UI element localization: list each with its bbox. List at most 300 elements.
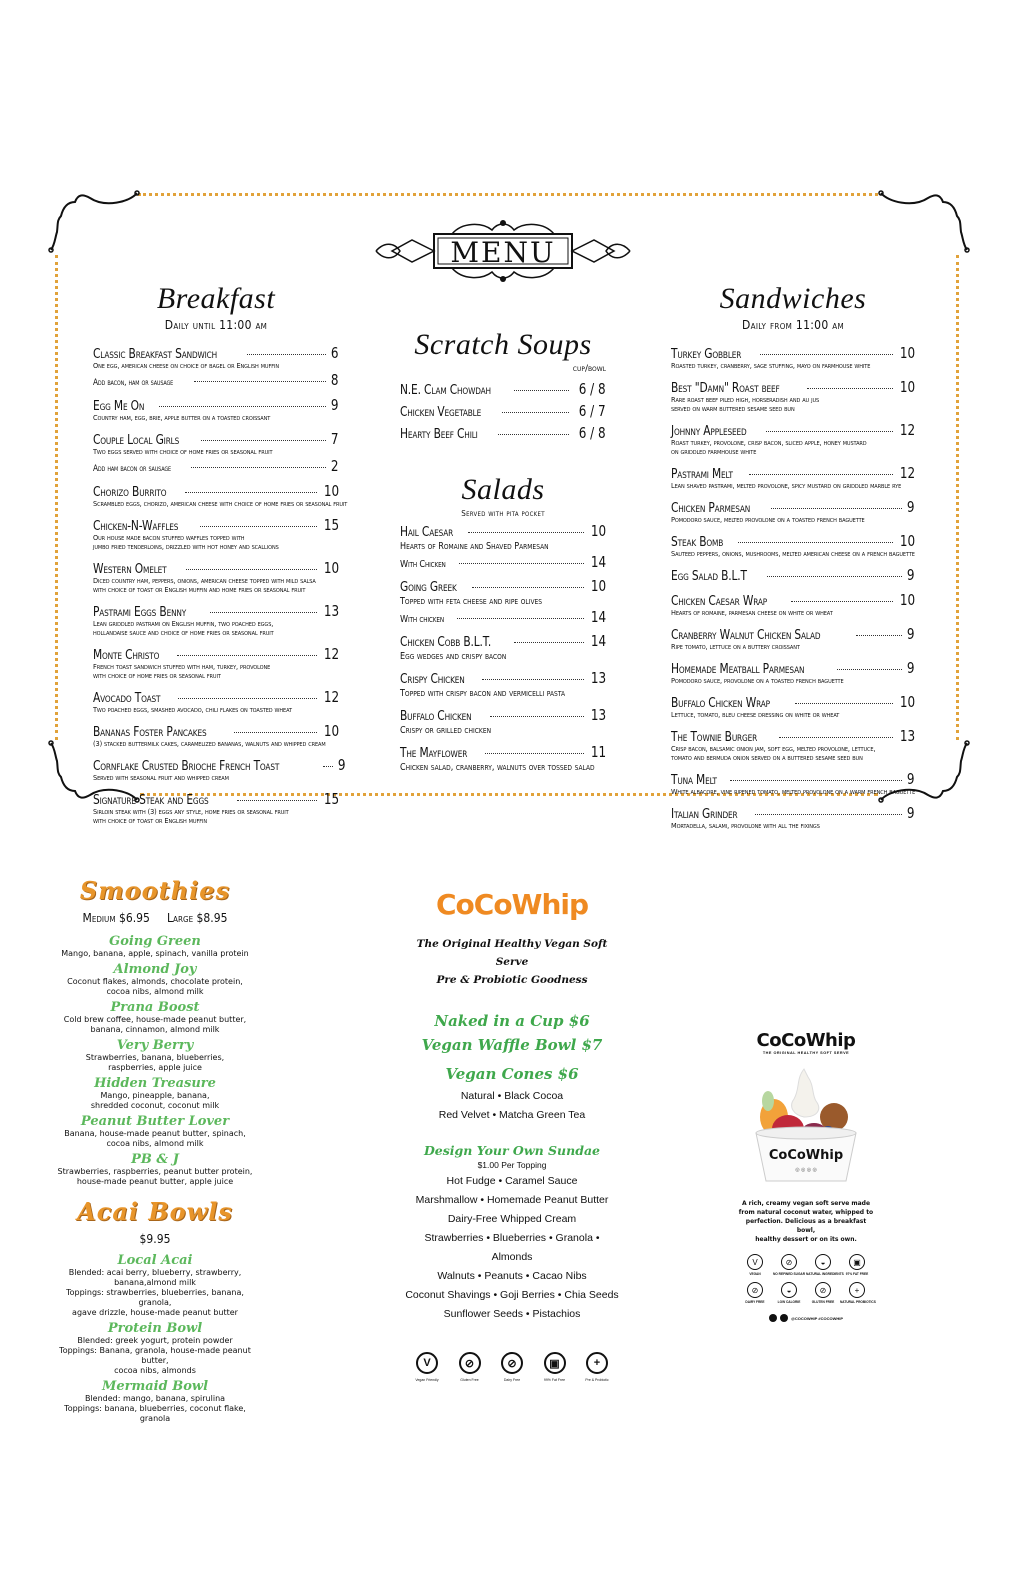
dot-leader [178, 698, 317, 699]
dot-leader [771, 508, 903, 509]
dot-leader [159, 406, 327, 407]
badge-label: NATURAL PROBIOTICS [840, 1300, 876, 1304]
item-name: Steak Bomb [671, 535, 724, 550]
item-description: Blended: mango, banana, spirulina [84, 1394, 226, 1403]
item-name: Hearty Beef Chili [400, 427, 478, 442]
smoothie-item [55, 1001, 255, 1035]
acai-bowl-item [55, 1254, 255, 1318]
menu-item-row [93, 516, 339, 534]
item-description: French toast sandwich stuffed with ham, turkey, provolone [93, 663, 271, 671]
item-description: Toppings: Banana, granola, house-made peanut butter, [59, 1346, 251, 1365]
acai-bowl-item [55, 1380, 255, 1424]
item-name: Prana Boost [110, 1000, 200, 1015]
item-name: Chicken Parmesan [671, 501, 751, 516]
corner-flourish-top-right [878, 180, 973, 255]
ad-feature-badge [840, 1254, 874, 1276]
item-name: PB & J [131, 1152, 179, 1167]
menu-item [93, 602, 339, 638]
item-price: 9 [907, 804, 915, 822]
item-description: Sauteed peppers, onions, mushrooms, melted american cheese on a french baguette [671, 550, 915, 558]
item-description: One egg, american cheese on choice of bagel or English muffin [93, 362, 280, 370]
breakfast-hours: Daily until 11:00 am [164, 318, 268, 332]
item-price: 14 [590, 553, 606, 571]
border-left [55, 255, 58, 740]
item-name: Local Acai [117, 1253, 193, 1268]
item-description: shredded coconut, coconut milk [90, 1101, 220, 1110]
item-description: Scrambled eggs, chorizo, american cheese with choice of home fries or seasonal fruit [93, 500, 348, 508]
item-description: Crisp bacon, balsamic onion jam, soft egg, melted provolone, lettuce, [671, 745, 876, 753]
cup-logo-text: CoCoWhip [768, 1148, 844, 1163]
smoothie-item [55, 935, 255, 959]
sandwiches-hours: Daily from 11:00 am [742, 318, 844, 332]
ad-feature-badge [772, 1254, 806, 1276]
dot-leader [767, 576, 903, 577]
salads-title: Salads [461, 473, 545, 506]
item-name: Buffalo Chicken [400, 709, 472, 724]
item-description: Mortadella, salami, provolone with all the fixings [671, 822, 820, 830]
item-name: Couple Local Girls [93, 433, 180, 448]
menu-item-row [400, 706, 606, 724]
dot-leader [185, 492, 316, 493]
item-name: Signature Steak and Eggs [93, 793, 209, 808]
low-calorie-icon: ◒ [781, 1282, 797, 1298]
item-name: Pastrami Eggs Benny [93, 605, 187, 620]
sundae-price: $1.00 Per Topping [477, 1160, 547, 1170]
dot-leader [482, 679, 584, 680]
ad-feature-badge [840, 1282, 874, 1304]
menu-item-row [93, 430, 339, 448]
menu-item [671, 344, 915, 371]
item-name: With chicken [400, 614, 444, 625]
probiotic-icon: + [849, 1282, 865, 1298]
item-name: Tuna Melt [671, 773, 717, 788]
soup-item [400, 424, 606, 442]
item-name: Egg Salad B.L.T [671, 569, 747, 584]
menu-item-row [93, 722, 339, 740]
dot-leader [201, 440, 326, 441]
badge-label: NO REFINED SUGAR [772, 1272, 806, 1276]
item-description: (3) stacked buttermilk cakes, caramelized bananas, walnuts and whipped cream [93, 740, 326, 748]
item-name: The Townie Burger [671, 730, 758, 745]
soft-serve-cup-image [738, 1059, 874, 1189]
menu-item [671, 498, 915, 525]
item-description: Pomodoro sauce, provolone on a toasted french baguette [671, 677, 844, 685]
dot-leader [514, 642, 584, 643]
item-price: 14 [590, 608, 606, 626]
probiotic-icon: + [586, 1352, 608, 1374]
menu-item-row [671, 727, 915, 745]
item-name: Italian Grinder [671, 807, 738, 822]
feature-badge [535, 1352, 575, 1382]
item-description: Rare roast beef piled high, horseradish and au jus [671, 396, 820, 404]
menu-item [93, 688, 339, 715]
menu-item [671, 421, 915, 457]
menu-item-row [93, 482, 339, 500]
topping-line: Hot Fudge • Caramel Sauce [446, 1175, 578, 1187]
feature-badge [492, 1352, 532, 1382]
dot-leader [191, 467, 326, 468]
item-price: 10 [899, 344, 915, 362]
topping-line: Sunflower Seeds • Pistachios [443, 1308, 581, 1320]
salad-item [400, 706, 606, 737]
item-description: served on warm buttered sesame seed bun [671, 405, 795, 413]
badge-label: 99% Fat Free [543, 1378, 566, 1382]
item-name: Add ham bacon or sausage [93, 464, 171, 474]
item-name: Chicken-N-Waffles [93, 519, 179, 534]
fat-free-icon: ▣ [544, 1352, 566, 1374]
item-name: Avocado Toast [93, 691, 161, 706]
item-description: jumbo fried tenderloins, drizzled with hot honey and scallions [93, 543, 279, 551]
item-name: Almond Joy [113, 962, 197, 977]
menu-item-row [93, 396, 339, 414]
menu-item-row [400, 632, 606, 650]
dairy-free-icon: ⊘ [501, 1352, 523, 1374]
dot-leader [502, 412, 569, 413]
menu-item-row [400, 669, 606, 687]
menu-item-row [671, 344, 915, 362]
topping-line: Walnuts • Peanuts • Cacao Nibs [437, 1270, 587, 1282]
item-price: 2 [331, 457, 339, 475]
item-description: cocoa nibs, almond milk [106, 1139, 204, 1148]
offer-naked-cup: Naked in a Cup $6 [434, 1012, 590, 1030]
item-name: Peanut Butter Lover [80, 1114, 230, 1129]
badge-label: 97% FAT FREE [845, 1272, 869, 1276]
dot-leader [791, 601, 893, 602]
salads-subtitle: Served with pita pocket [461, 509, 545, 518]
addon-row [400, 608, 606, 626]
menu-item-row [671, 532, 915, 550]
menu-item-row [671, 566, 915, 584]
border-right [956, 255, 959, 740]
menu-item-row [400, 743, 606, 761]
soup-item [400, 402, 606, 420]
item-price: 6 / 7 [579, 402, 606, 420]
menu-item-row [93, 559, 339, 577]
item-price: 6 / 8 [579, 424, 606, 442]
salad-item [400, 632, 606, 663]
natural-ingredients-icon: ◒ [815, 1254, 831, 1270]
salads-section [400, 473, 606, 774]
soup-item [400, 380, 606, 398]
item-price: 10 [323, 559, 339, 577]
addon-row [93, 371, 339, 389]
item-price: 10 [323, 482, 339, 500]
item-price: 10 [323, 722, 339, 740]
menu-item [671, 659, 915, 686]
item-price: 13 [323, 602, 339, 620]
dot-leader [807, 388, 893, 389]
smoothie-item [55, 1077, 255, 1111]
topping-line: Dairy-Free Whipped Cream [447, 1213, 577, 1225]
menu-item [671, 770, 915, 797]
ad-feature-badge [806, 1282, 840, 1304]
ad-feature-badge [738, 1254, 772, 1276]
item-name: Hail Caesar [400, 525, 454, 540]
item-description: Blended: acai berry, blueberry, strawberry, [68, 1268, 242, 1277]
ad-description-line: perfection. Delicious as a breakfast bowl, [745, 1218, 867, 1234]
item-price: 9 [907, 566, 915, 584]
badge-label: VEGAN [749, 1272, 761, 1276]
dot-leader [457, 618, 584, 619]
menu-item-row [671, 625, 915, 643]
item-price: 12 [899, 421, 915, 439]
item-name: N.E. Clam Chowdah [400, 383, 491, 398]
item-description: Served with seasonal fruit and whipped cream [93, 774, 229, 782]
item-price: 14 [590, 632, 606, 650]
item-description: Sirloin steak with (3) eggs any style, home fries or seasonal fruit [93, 808, 289, 816]
menu-item-row [671, 498, 915, 516]
border-top [138, 193, 878, 196]
badge-label: Pre & Probiotic [585, 1378, 609, 1382]
dot-leader [234, 732, 316, 733]
item-description: Blended: greek yogurt, protein powder [77, 1336, 233, 1345]
item-description: hollandaise sauce and choice of home fries or seasonal fruit [93, 629, 274, 637]
item-price: 10 [590, 577, 606, 595]
instagram-icon [769, 1314, 777, 1322]
item-name: Chicken Cobb B.L.T. [400, 635, 492, 650]
item-description: Cold brew coffee, house-made peanut butter, [63, 1015, 247, 1024]
ad-tagline: THE ORIGINAL HEALTHY SOFT SERVE [762, 1051, 850, 1055]
ad-feature-badge [738, 1282, 772, 1304]
menu-item [93, 516, 339, 552]
offer-waffle-bowl: Vegan Waffle Bowl $7 [421, 1036, 603, 1054]
acai-price: $9.95 [139, 1232, 171, 1246]
addon-row [400, 553, 606, 571]
svg-text:◎ ◎ ◎ ◎: ◎ ◎ ◎ ◎ [795, 1167, 817, 1173]
menu-title: MENU [450, 236, 556, 269]
item-name: Pastrami Melt [671, 467, 733, 482]
dot-leader [323, 766, 333, 767]
item-price: 10 [590, 522, 606, 540]
smoothies-panel [55, 876, 255, 1424]
item-name: Chorizo Burrito [93, 485, 167, 500]
salad-item [400, 743, 606, 774]
ad-description-line: from natural coconut water, whipped to [738, 1209, 874, 1216]
dot-leader [468, 532, 584, 533]
item-price: 9 [907, 770, 915, 788]
item-price: 10 [899, 378, 915, 396]
menu-item-row [671, 464, 915, 482]
item-description: Chicken salad, cranberry, walnuts over tossed salad [400, 762, 595, 773]
dot-leader [766, 431, 893, 432]
item-description: Our house made bacon stuffed waffles topped with [93, 534, 245, 542]
menu-item-row [671, 693, 915, 711]
item-price: 15 [323, 516, 339, 534]
cone-flavors-2: Red Velvet • Matcha Green Tea [438, 1109, 586, 1121]
dot-leader [755, 814, 902, 815]
dot-leader [186, 569, 317, 570]
item-name: Crispy Chicken [400, 672, 465, 687]
item-description: Coconut flakes, almonds, chocolate protein, [67, 977, 243, 986]
item-price: 13 [590, 706, 606, 724]
ad-description-line: healthy dessert or on its own. [755, 1236, 857, 1243]
feature-badge [577, 1352, 617, 1382]
fat-free-icon: ▣ [849, 1254, 865, 1270]
item-price: 8 [331, 371, 339, 389]
item-price: 9 [907, 625, 915, 643]
item-price: 12 [899, 464, 915, 482]
topping-line: Coconut Shavings • Goji Berries • Chia Seeds [405, 1289, 619, 1301]
menu-item-row [93, 344, 339, 362]
item-price: 9 [907, 498, 915, 516]
dot-leader [837, 669, 903, 670]
item-name: Bananas Foster Pancakes [93, 725, 207, 740]
breakfast-section [93, 282, 348, 826]
item-description: White albacore, vine ripened tomato, melted provolone on a warm french baguette [671, 788, 916, 796]
smoothie-item [55, 1039, 255, 1073]
badge-label: NATURAL INGREDIENTS [806, 1272, 844, 1276]
smoothies-title: Smoothies [79, 876, 231, 905]
item-name: Monte Christo [93, 648, 160, 663]
corner-flourish-top-left [45, 180, 140, 255]
item-description: Toppings: banana, blueberries, coconut flake, granola [64, 1404, 246, 1423]
badge-label: DAIRY FREE [745, 1300, 765, 1304]
item-name: Protein Bowl [107, 1321, 203, 1336]
dot-leader [177, 655, 317, 656]
menu-item-row [671, 378, 915, 396]
item-price: 6 / 8 [579, 380, 606, 398]
item-price: 12 [323, 688, 339, 706]
menu-item-row [93, 602, 339, 620]
menu-item-row [400, 522, 606, 540]
ad-feature-badge [806, 1254, 844, 1276]
item-description: Ripe tomato, lettuce on a buttery croissant [671, 643, 800, 651]
item-description: Hearts of Romaine and Shaved Parmesan [400, 541, 549, 552]
menu-banner [372, 218, 634, 284]
menu-item [93, 482, 348, 509]
item-description: tomato and bermuda onion served on a buttered sesame seed bun [671, 754, 863, 762]
cocowhip-logo: CoCoWhip [435, 888, 589, 921]
menu-item [671, 727, 915, 763]
dot-leader [194, 381, 327, 382]
item-description: Two poached eggs, smashed avocado, chili flakes on toasted wheat [93, 706, 292, 714]
item-price: 13 [590, 669, 606, 687]
item-price: 11 [590, 743, 606, 761]
item-description: Mango, pineapple, banana, [100, 1091, 210, 1100]
item-name: Homemade Meatball Parmesan [671, 662, 805, 677]
item-description: Pomodoro sauce, melted provolone on a toasted french baguette [671, 516, 865, 524]
cocowhip-subtagline: Pre & Probiotic Goodness [436, 974, 588, 986]
topping-line: Marshmallow • Homemade Peanut Butter [415, 1194, 609, 1206]
item-name: Chicken Caesar Wrap [671, 594, 768, 609]
breakfast-title: Breakfast [156, 282, 276, 315]
menu-item-row [400, 577, 606, 595]
item-description: Lean shaved pastrami, melted provolone, spicy mustard on griddled marble rye [671, 482, 902, 490]
item-description: agave drizzle, house-made peanut butter [72, 1308, 238, 1317]
dot-leader [749, 474, 893, 475]
item-description: house-made peanut butter, apple juice [76, 1177, 234, 1186]
cone-flavors-1: Natural • Black Cocoa [460, 1090, 564, 1102]
menu-item [671, 693, 915, 720]
item-description: Egg wedges and crispy bacon [400, 651, 507, 662]
item-description: Strawberries, raspberries, peanut butter protein, [57, 1167, 253, 1176]
menu-item [93, 396, 339, 423]
soups-title: Scratch Soups [414, 328, 592, 361]
item-description: Topped with crispy bacon and vermicelli pasta [400, 688, 566, 699]
salad-item [400, 577, 606, 626]
item-price: 12 [323, 645, 339, 663]
item-description: on griddled farmhouse white [671, 448, 757, 456]
menu-item [671, 378, 915, 414]
item-description: Hearts of romaine, parmesan cheese on white or wheat [671, 609, 833, 617]
item-name: Add bacon, ham or sausage [93, 378, 174, 388]
dot-leader [514, 390, 570, 391]
smoothie-item [55, 1115, 255, 1149]
item-name: Chicken Vegetable [400, 405, 482, 420]
item-name: Buffalo Chicken Wrap [671, 696, 770, 711]
menu-item-row [671, 421, 915, 439]
item-description: Roasted turkey, cranberry, sage stuffing, mayo on farmhouse white [671, 362, 871, 370]
item-price: 9 [907, 659, 915, 677]
menu-item-row [671, 804, 915, 822]
item-price: 7 [331, 430, 339, 448]
smoothie-item [55, 1153, 255, 1187]
item-price: 13 [899, 727, 915, 745]
ad-feature-badge [772, 1282, 806, 1304]
dairy-free-icon: ⊘ [747, 1282, 763, 1298]
item-name: Hidden Treasure [94, 1076, 216, 1091]
ad-description-line: A rich, creamy vegan soft serve made [741, 1200, 871, 1207]
salad-item [400, 522, 606, 571]
dot-leader [247, 354, 326, 355]
menu-item [671, 566, 915, 584]
item-name: Johnny Appleseed [671, 424, 747, 439]
menu-item-row [400, 402, 606, 420]
menu-item [671, 804, 915, 831]
cocowhip-ad [738, 1030, 874, 1322]
dot-leader [738, 542, 893, 543]
topping-line: Strawberries • Blueberries • Granola • Almonds [424, 1232, 600, 1263]
vegan-icon: V [416, 1352, 438, 1374]
menu-item [93, 344, 339, 389]
item-description: with choice of home fries or seasonal fruit [93, 672, 221, 680]
item-description: banana, cinnamon, almond milk [90, 1025, 220, 1034]
ad-logo: CoCoWhip [756, 1030, 856, 1051]
vegan-cones-title: Vegan Cones $6 [445, 1065, 579, 1083]
dot-leader [485, 753, 584, 754]
menu-item [93, 645, 339, 681]
item-name: Best "Damn" Roast beef [671, 381, 780, 396]
item-description: Topped with feta cheese and ripe olives [400, 596, 543, 607]
cocowhip-tagline: The Original Healthy Vegan Soft Serve [416, 938, 608, 968]
item-name: Cranberry Walnut Chicken Salad [671, 628, 821, 643]
feature-badge [450, 1352, 490, 1382]
menu-item [671, 625, 915, 652]
gluten-free-icon: ⊘ [815, 1282, 831, 1298]
menu-item [93, 430, 339, 475]
item-description: Lettuce, tomato, bleu cheese dressing on white or wheat [671, 711, 840, 719]
badge-label: LOW CALORIE [777, 1300, 801, 1304]
item-description: cocoa nibs, almonds [114, 1366, 196, 1375]
dot-leader [472, 587, 584, 588]
menu-item-row [400, 380, 606, 398]
item-price: 15 [323, 790, 339, 808]
item-price: 9 [337, 756, 346, 774]
menu-item-row [93, 688, 339, 706]
badge-label: Dairy Free [503, 1378, 521, 1382]
item-description: Two eggs served with choice of home fries or seasonal fruit [93, 448, 273, 456]
item-name: Going Green [109, 934, 201, 949]
menu-item [671, 464, 915, 491]
menu-item [93, 722, 339, 749]
item-description: cocoa nibs, almond milk [106, 987, 204, 996]
item-name: Western Omelet [93, 562, 167, 577]
menu-item-row [400, 424, 606, 442]
sandwiches-title: Sandwiches [719, 282, 867, 315]
menu-item-row [671, 659, 915, 677]
acai-title: Acai Bowls [77, 1197, 233, 1226]
dot-leader [459, 563, 584, 564]
